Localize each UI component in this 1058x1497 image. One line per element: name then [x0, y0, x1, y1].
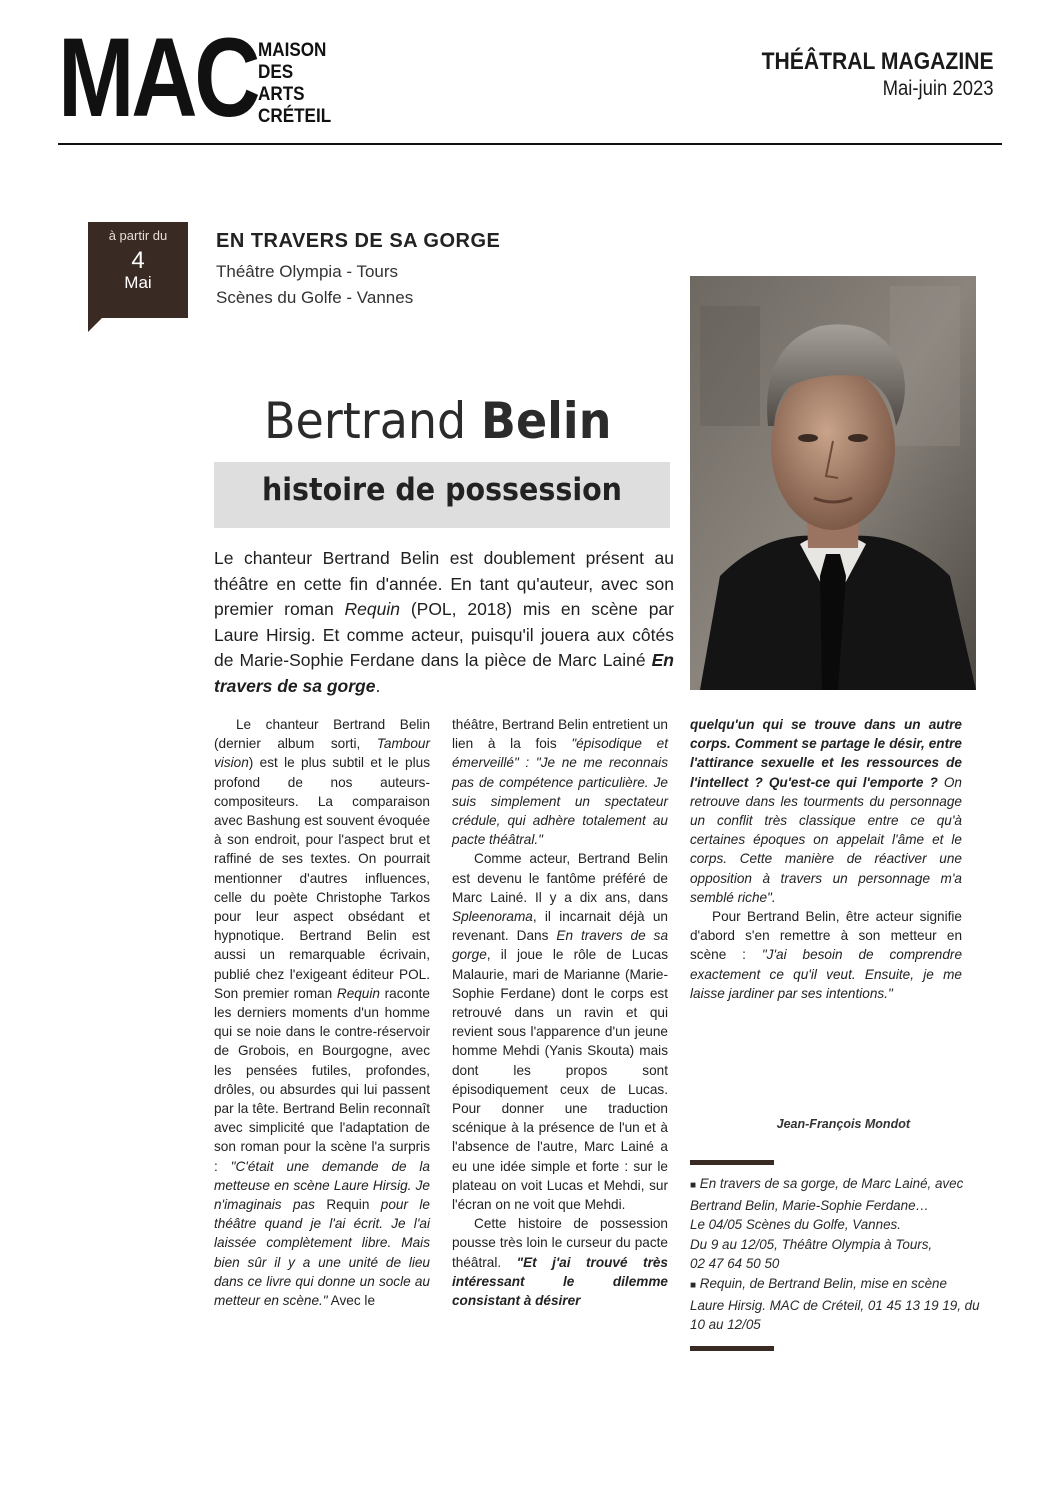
- lead-part-2: (POL, 2018) mis en scène par Laure Hirsig. Et comme acteur, puisqu'il jouera aux côtés de Marie-Sophie Ferdane dans la pièce de Marc Lainé: [214, 599, 674, 670]
- col2-text-2a: Comme acteur, Bertrand Belin est devenu le fantôme préféré de Marc Lainé. Il y a dix ans, dans: [452, 851, 668, 905]
- info-line-4: 02 47 64 50 50: [690, 1256, 780, 1272]
- author-byline: Jean-François Mondot: [776, 1117, 910, 1131]
- issue-date: Mai-juin 2023: [883, 77, 994, 100]
- portrait-illustration: [690, 276, 976, 690]
- col2-text-1: théâtre, Bertrand Belin entretient un lien à la fois: [452, 717, 668, 752]
- logo-line-4: CRÉTEIL: [258, 106, 332, 127]
- date-badge: [88, 222, 188, 318]
- article-column-1: [214, 715, 430, 1310]
- col2-text-3a: Cette histoire de possession pousse très loin le curseur du pacte théâtral.: [452, 1216, 668, 1270]
- col1-italic-a: Tambour vision: [214, 736, 430, 771]
- logo-line-1: MAISON: [258, 40, 327, 61]
- bullet-icon: ■: [690, 1279, 697, 1291]
- col2-text-2b: , il incarnait déjà un revenant. Dans: [452, 909, 668, 944]
- col2-italic-2a: Spleenorama: [452, 909, 533, 925]
- col3-paragraph-2: [690, 907, 962, 1003]
- subheadline: histoire de possession: [261, 472, 623, 508]
- info-rule-bottom: [690, 1346, 774, 1351]
- lead-part-3: .: [375, 675, 381, 696]
- publication-name: THÉÂTRAL MAGAZINE: [762, 48, 994, 75]
- col3-quote-bold: quelqu'un qui se trouve dans un autre corps. Comment se partage le désir, entre l'attirance sexuelle et les ressources de l'intellect ? Qu'est-ce qui l'emporte ?: [690, 717, 962, 790]
- info-line-2: Le 04/05 Scènes du Golfe, Vannes.: [690, 1217, 901, 1233]
- logo-line-2: DES: [258, 62, 294, 83]
- logo-words: [258, 40, 331, 128]
- info-line-5: Requin, de Bertrand Belin, mise en scène Laure Hirsig. MAC de Créteil, 01 45 13 19 19, du 10 au 12/05: [690, 1275, 980, 1333]
- bullet-icon: ■: [690, 1180, 697, 1191]
- col1-quote-1: "C'était une demande de la metteuse en scène Laure Hirsig. Je n'imaginais pas: [214, 1158, 430, 1213]
- headline-first: Bertrand: [264, 392, 467, 450]
- col2-paragraph-3: [452, 1214, 668, 1310]
- col1-italic-b: Requin: [336, 985, 380, 1001]
- col1-text-b: ) est le plus subtil et le plus profond de nos auteurs-compositeurs. La comparaison avec Bashung est souvent évoquée à son endroit, pour l'aspect brut et raffiné de ses textes. On pourrait mentionner d'autres influences, celle du poète Christophe Tarkos pour leur aspect obsédant et hypnotique. Bertrand Belin est aussi un remarquable écrivain, publié chez l'exigeant éditeur POL. Son premier roman: [214, 755, 430, 1001]
- article-column-2: [452, 715, 668, 1310]
- col3-quote-2: "J'ai besoin de comprendre exactement ce qu'il veut. Ensuite, je me laisse jardiner par ses intentions.": [690, 947, 962, 1001]
- col1-paragraph: [214, 715, 430, 1310]
- info-entry-1: [690, 1174, 980, 1215]
- headline-last: Belin: [480, 392, 612, 450]
- col2-quote-1: "épisodique et émerveillé" : "Je ne me reconnais pas de compétence particulière. Je suis simplement un spectateur crédule, qui adhère totalement au pacte théâtral.": [452, 736, 669, 848]
- badge-prefix: à partir du: [108, 228, 168, 243]
- lead-italic-2: En travers de sa gorge: [214, 650, 674, 696]
- col3-quote-italic: On retrouve dans les tourments du personnage un conflit très classique entre ce qu'à certaines époques on appelait l'âme et le corps. Cette manière de réactiver une opposition à travers un personnage m'a semblé riche".: [690, 774, 962, 905]
- col3-paragraph-1: [690, 715, 962, 907]
- badge-day: 4: [131, 247, 145, 274]
- col1-text-d: Avec le: [327, 1293, 375, 1309]
- show-title: EN TRAVERS DE SA GORGE: [216, 230, 501, 252]
- info-entry-2: [690, 1274, 980, 1335]
- info-line-1: En travers de sa gorge, de Marc Lainé, avec Bertrand Belin, Marie-Sophie Ferdane…: [690, 1176, 964, 1213]
- header-rule: [58, 143, 1002, 145]
- logo-mac: MAC: [58, 15, 258, 140]
- logo-line-3: ARTS: [258, 84, 305, 105]
- show-venue-2: Scènes du Golfe - Vannes: [216, 288, 414, 307]
- col1-quote-title: Requin: [326, 1197, 370, 1213]
- col2-quote-3: "Et j'ai trouvé très intéressant le dilemme consistant à désirer: [452, 1254, 668, 1309]
- info-line-3: Du 9 au 12/05, Théâtre Olympia à Tours,: [690, 1236, 933, 1252]
- lead-part-1: Le chanteur Bertrand Belin est doublement présent au théâtre en cette fin d'année. En tant qu'auteur, avec son premier roman: [214, 548, 674, 619]
- lead-italic-1: Requin: [344, 599, 401, 619]
- badge-tail: [88, 316, 104, 332]
- article-column-3: [690, 715, 962, 1003]
- show-venue-1: Théâtre Olympia - Tours: [216, 262, 399, 281]
- col2-text-2c: , il joue le rôle de Lucas Malaurie, mari de Marianne (Marie-Sophie Ferdane) dont le corps est retrouvé dans un ravin et qui revient sous l'apparence d'un jeune homme Mehdi (Yanis Skouta) mais dont les propos sont épisodiquement ceux de Lucas. Pour donner une traduction scénique à la présence de l'un et à l'absence de l'autre, Marc Lainé a eu une idée simple et forte : sur le plateau on voit Lucas et Mehdi, sur l'écran on ne voit que Mehdi.: [452, 947, 668, 1213]
- col1-text-a: Le chanteur Bertrand Belin (dernier album sorti,: [214, 717, 430, 752]
- col2-paragraph-2: [452, 849, 668, 1214]
- col2-italic-2b: En travers de sa gorge: [452, 928, 668, 963]
- badge-month: Mai: [124, 273, 152, 292]
- portrait-photo: [690, 276, 976, 690]
- col2-paragraph-1: [452, 715, 668, 849]
- info-rule-top: [690, 1160, 774, 1165]
- col1-text-c: raconte les derniers moments d'un homme qui se noie dans le contre-réservoir de Grobois, en Bourgogne, avec les pensées futiles, profondes, drôles, ou absurdes qui lui passent par la tête. Bertrand Belin reconnaît avec simplicité que l'adaptation de son roman pour la scène l'a surpris :: [214, 985, 430, 1174]
- col3-text-2: Pour Bertrand Belin, être acteur signifie d'abord s'en remettre à son metteur en scène :: [690, 909, 962, 963]
- info-box: [690, 1174, 980, 1335]
- col1-quote-2: pour le théâtre quand je l'ai écrit. Je l'ai laissée complètement libre. Mais bien sûr il y a une unité de lieu dans ce livre qui donne un socle au metteur en scène.": [214, 1197, 430, 1309]
- lead-paragraph: [214, 546, 674, 699]
- publication-block: [730, 48, 994, 102]
- headline: [264, 392, 611, 450]
